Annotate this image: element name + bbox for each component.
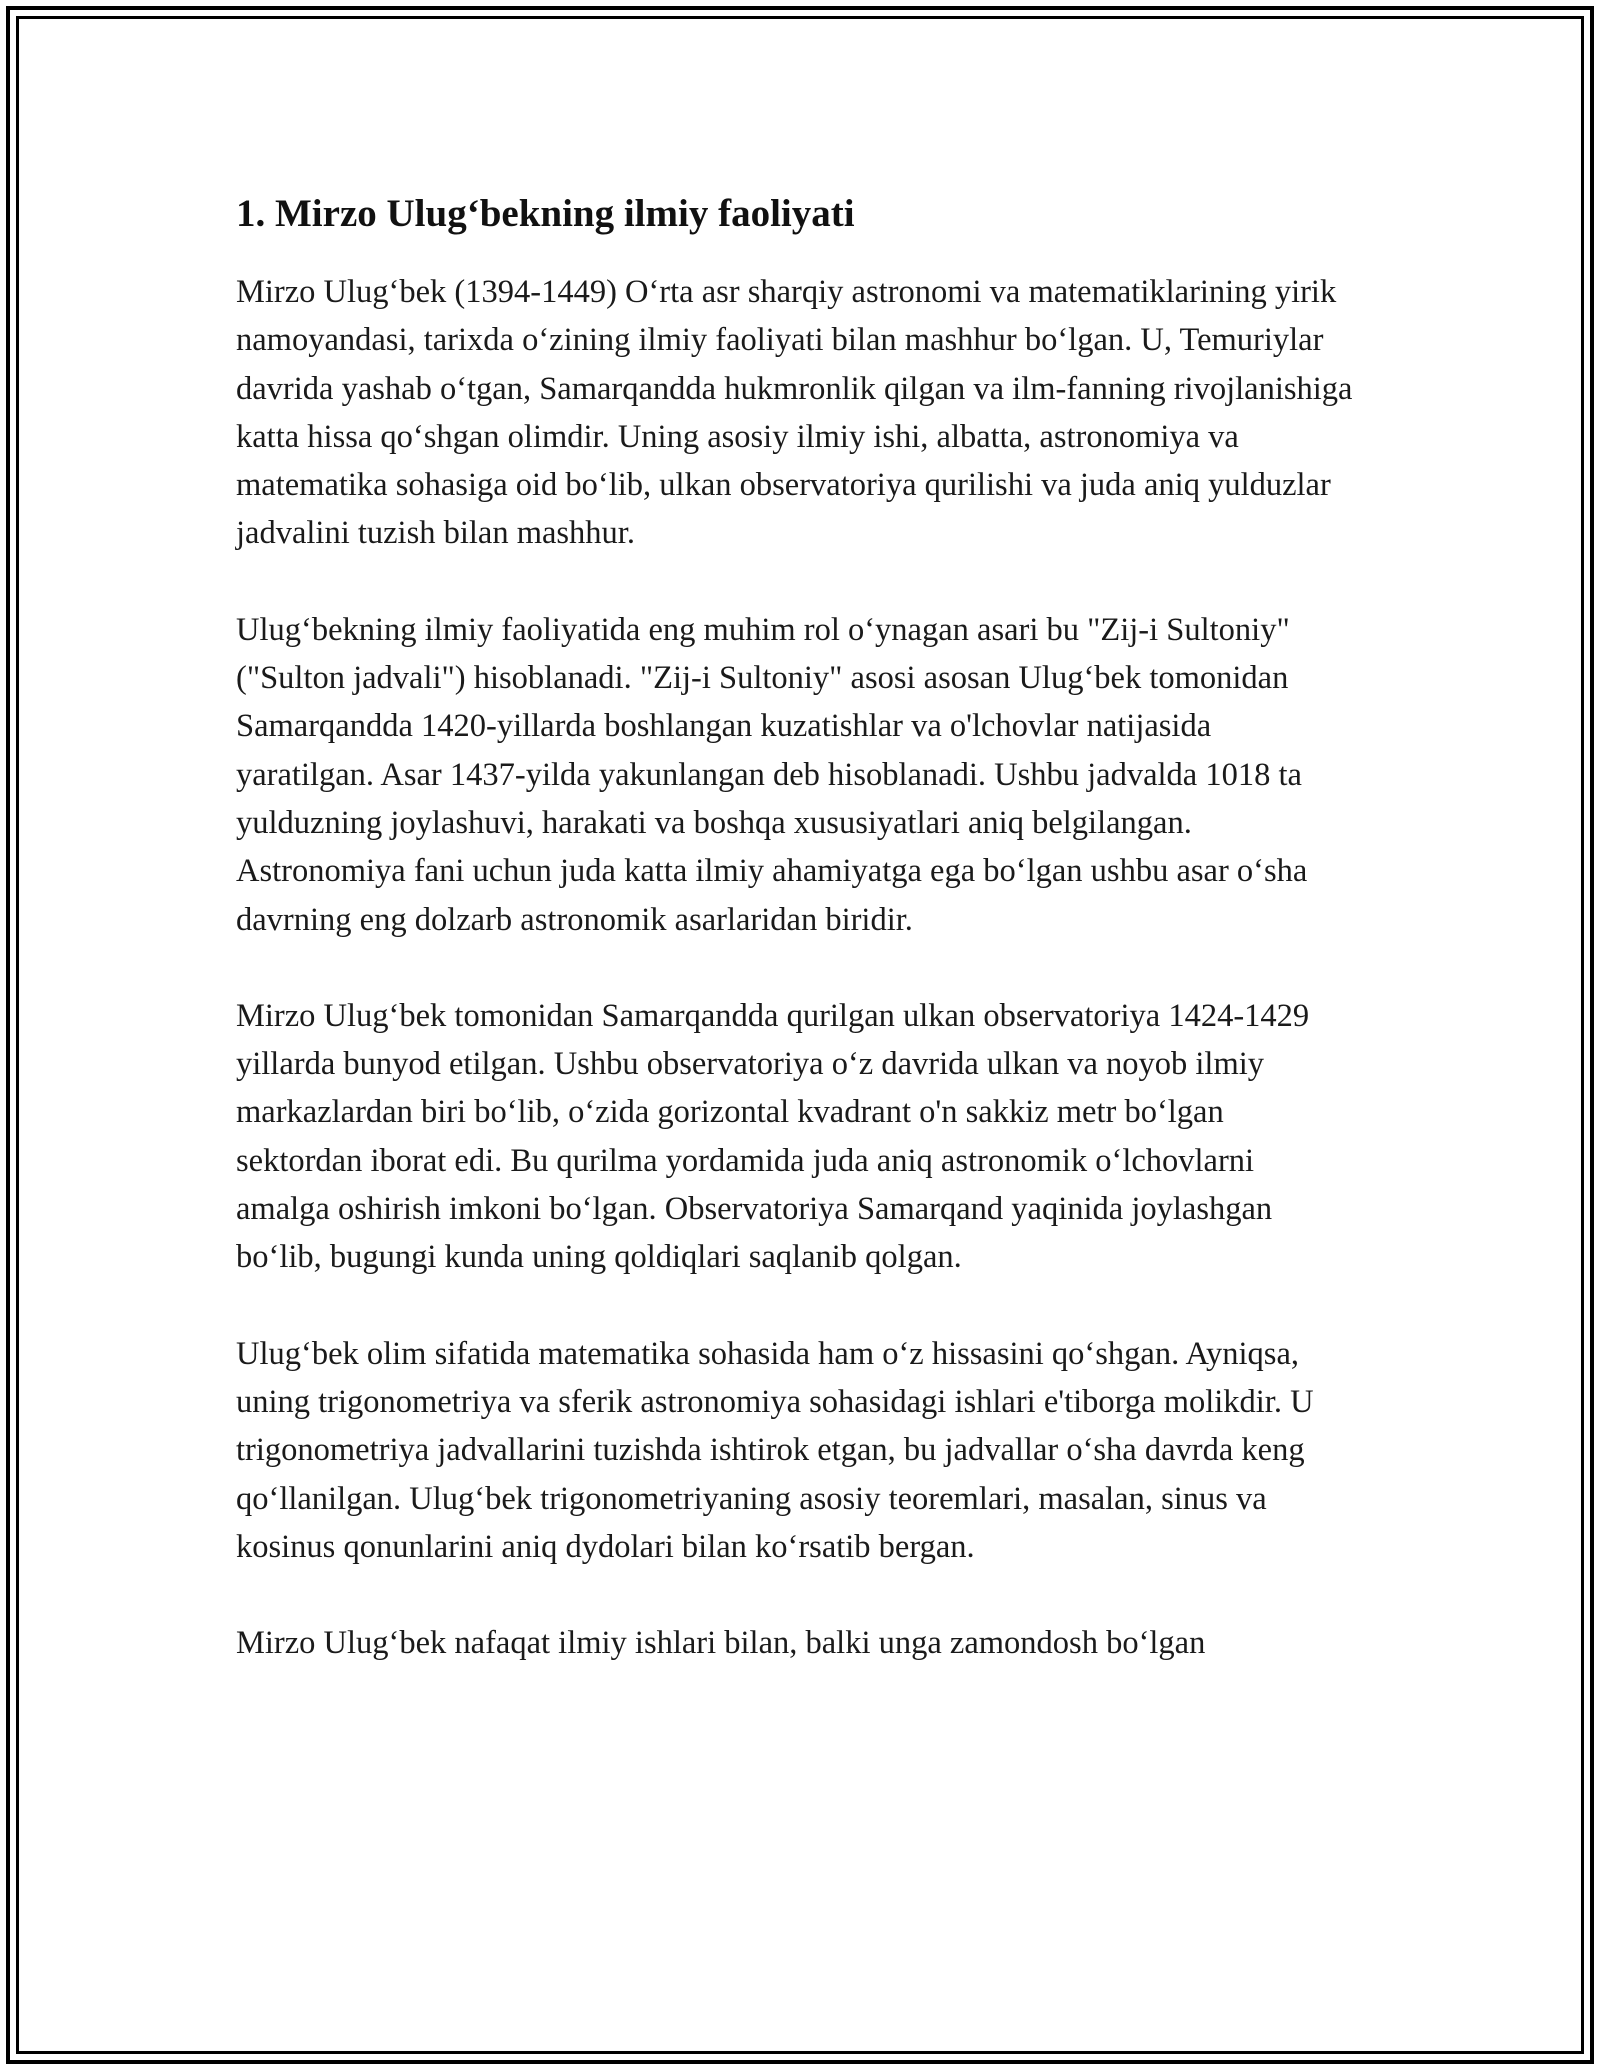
paragraph-2: Ulug‘bekning ilmiy faoliyatida eng muhim rol o‘ynagan asari bu "Zij-i Sultoniy" ("Sulton jadvali") hisoblanadi. "Zij-i Sultoniy" asosi asosan Ulug‘bek tomonidan Samarqandda 1420-yillarda boshlangan kuzatishlar va o'lchovlar natijasida yaratilgan. Asar 1437-yilda yakunlangan deb hisoblanadi. Ushbu jadvalda 1018 ta yulduzning joylashuvi, harakati va boshqa xususiyatlari aniq belgilangan. Astronomiya fani uchun juda katta ilmiy ahamiyatga ega bo‘lgan ushbu asar o‘sha davrning eng dolzarb astronomik asarlaridan biridir. (236, 611, 1308, 938)
paragraph-3: Mirzo Ulug‘bek tomonidan Samarqandda qurilgan ulkan observatoriya 1424-1429 yillarda bunyod etilgan. Ushbu observatoriya o‘z davrida ulkan va noyob ilmiy markazlardan biri bo‘lib, o‘zida gorizontal kvadrant o'n sakkiz metr bo‘lgan sektordan iborat edi. Bu qurilma yordamida juda aniq astronomik o‘lchovlarni amalga oshirish imkoni bo‘lgan. Observatoriya Samarqand yaqinida joylashgan bo‘lib, bugungi kunda uning qoldiqlari saqlanib qolgan. (236, 997, 1310, 1276)
paragraph-5: Mirzo Ulug‘bek nafaqat ilmiy ishlari bilan, balki unga zamondosh bo‘lgan (236, 1625, 1206, 1662)
section-heading: 1. Mirzo Ulug‘bekning ilmiy faoliyati (236, 192, 855, 235)
paragraph-4: Ulug‘bek olim sifatida matematika sohasida ham o‘z hissasini qo‘shgan. Ayniqsa, uning trigonometriya va sferik astronomiya sohasidagi ishlari e'tiborga molikdir. U trigonometriya jadvallarini tuzishda ishtirok etgan, bu jadvallar o‘sha davrda keng qo‘llanilgan. Ulug‘bek trigonometriyaning asosiy teoremlari, masalan, sinus va kosinus qonunlarini aniq dydolari bilan ko‘rsatib bergan. (236, 1335, 1314, 1565)
paragraph-1: Mirzo Ulug‘bek (1394-1449) O‘rta asr sharqiy astronomi va matematiklarining yirik namoyandasi, tarixda o‘zining ilmiy faoliyati bilan mashhur bo‘lgan. U, Temuriylar davrida yashab o‘tgan, Samarqandda hukmronlik qilgan va ilm-fanning rivojlanishiga katta hissa qo‘shgan olimdir. Uning asosiy ilmiy ishi, albatta, astronomiya va matematika sohasiga oid bo‘lib, ulkan observatoriya qurilishi va juda aniq yulduzlar jadvalini tuzish bilan mashhur. (236, 274, 1353, 552)
document-body (236, 186, 1356, 1715)
